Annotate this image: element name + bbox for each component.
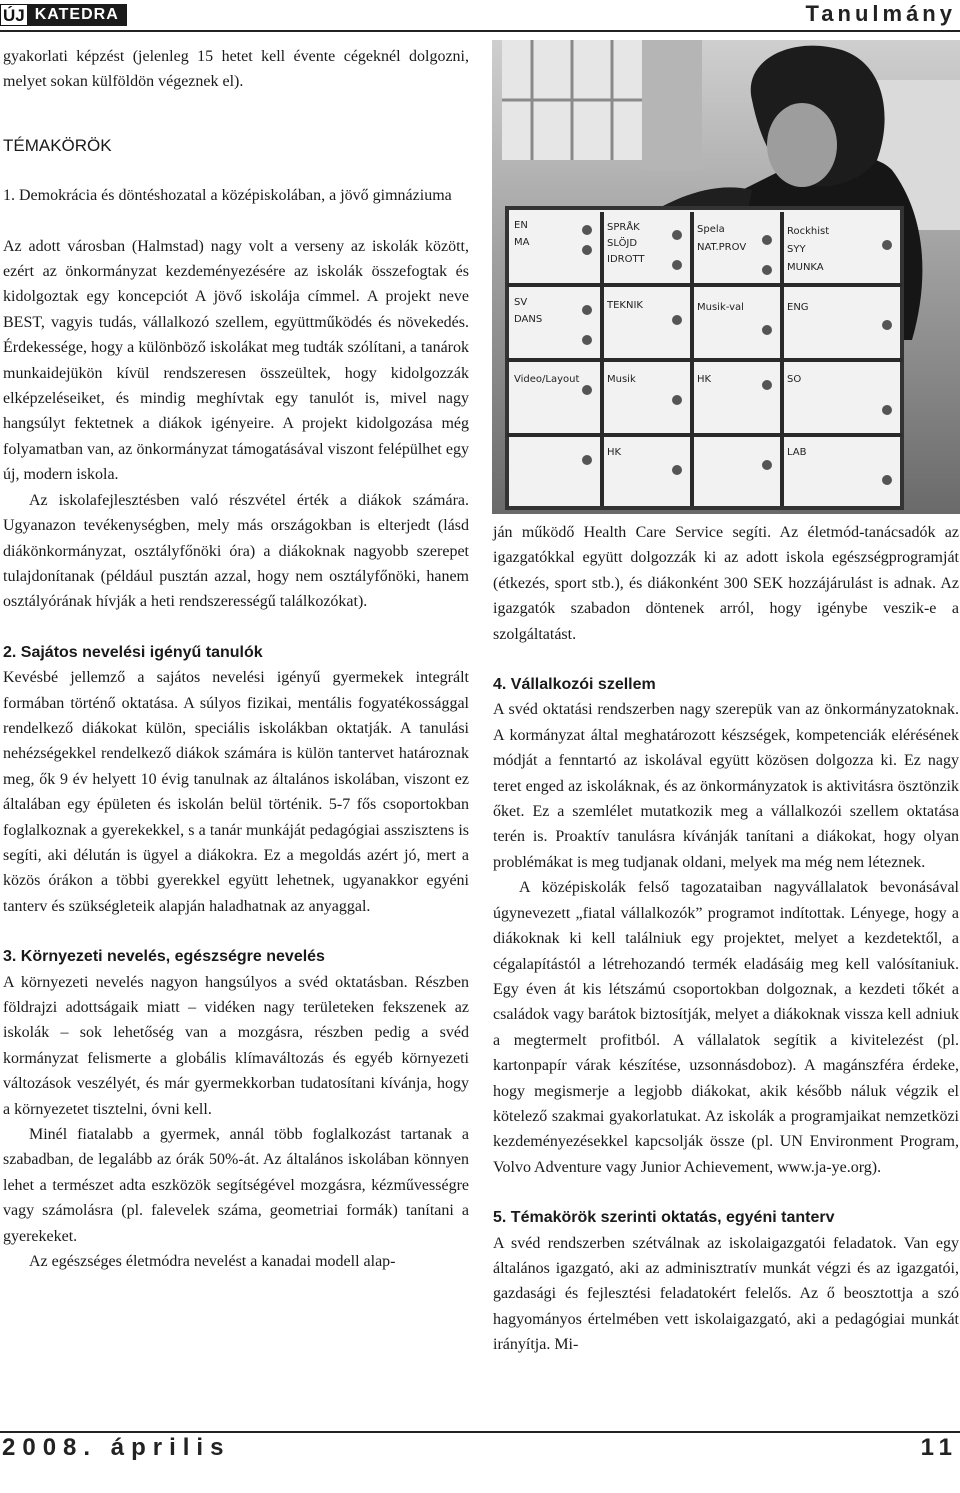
board-word: LAB [787, 447, 807, 458]
right-column [493, 520, 959, 1358]
issue-date: 2008. április [2, 1434, 231, 1461]
board-word: EN [514, 220, 528, 231]
board-word: Rockhist [787, 226, 830, 237]
board-word: Video/Layout [514, 374, 580, 385]
section-3-paragraph-3: Az egészséges életmódra nevelést a kanadai modell alap- [29, 1253, 396, 1271]
board-word: SV [514, 297, 528, 308]
board-word: MA [514, 237, 530, 248]
page-number: 11 [920, 1434, 958, 1461]
board-word: DANS [514, 314, 543, 325]
board-word: TEKNIK [607, 300, 643, 311]
left-column [3, 44, 469, 1274]
section-2-title: 2. Sajátos nevelési igényű tanulók [3, 643, 263, 661]
board-word: SO [787, 374, 802, 385]
board-word: Musik-val [697, 302, 744, 313]
board-word: HK [697, 374, 712, 385]
board-word: ENG [787, 302, 809, 313]
logo-prefix: ÚJ [0, 4, 27, 26]
section-1-paragraph-1: Az adott városban (Halmstad) nagy volt a verseny az iskolák között, ezért az önkormányzat kezdeményezésére az iskolák összefogtak és kidolgoztak egy koncepciót A jövő iskolája címmel. A projekt neve BEST, vagyis tudás, vállalkozó szellem, együttműködés és növekedés. Érdekessége, hogy a különböző iskolákat meg tudták szólítani, a tanárok munkaidejükön kívül rendszeresen összeültek, hogy kidolgozzák elképzeléseiket, és mindig meghívtak egy tanulót is, mivel nagy hangsúlyt fektetnek a diákok igényeire. A projekt kidolgozása még folyamatban van, az önkormányzat támogatásával viszont felépülhet egy új, modern iskola. [3, 237, 469, 484]
section-1-title: 1. Demokrácia és döntéshozatal a középiskolában, a jövő gimnáziuma [3, 187, 452, 205]
board-word: Musik [607, 374, 636, 385]
section-3-paragraph-2: Minél fiatalabb a gyermek, annál több foglalkozást tartanak a szabadban, de legalább az órák 50%-át. Az általános iskolában könnyen lehet a természet adta eszközök segítségével mozgásra, kézművességre vagy számolásra (pl. falevelek száma, geometriai formák) tanítani a gyerekeket. [3, 1126, 469, 1245]
section-4-paragraph-2: A középiskolák felső tagozataiban nagyvállalatok bevonásával úgynevezett „fiatal vállalkozók” programot indítottak. Lényege, hogy a diákoknak ki kell találniuk egy projektet, melyet a kezdetektől, a cégalapítástól a létrehozandó termék eladásáig meg kell valósítaniuk. Egy éven át kis létszámú csoportokban dolgoznak, a kezdeti tőkét a családok vagy barátok biztosítják, melyet a diákoknak vissza kell adniuk a megtermelt profitból. A vállalatok segítik a kivitelezést (pl. kartonpapír várak készítése, uzsonnásdoboz). A magánszféra érdeke, hogy megismerje a legjobb diákokat, akik később náluk végzik el kötelező szakmai gyakorlatukat. Az iskolák a programjaikat nemzetközi kezdeményezésekkel kapcsolják össze (pl. UN Environment Program, Volvo Adventure vagy Junior Achievement, www.ja-ye.org). [493, 879, 959, 1176]
continued-paragraph: ján működő Health Care Service segíti. Az életmód-tanácsadók az igazgatókkal együtt dolgozzák ki az adott iskola egészségprogramját (étkezés, sport stb.), és diákonként 300 SEK hozzájárulást is adnak. Az igazgatók szabadon döntenek arról, hogy igénybe veszik-e a szolgáltatást. [493, 524, 959, 643]
section-1-paragraph-2: Az iskolafejlesztésben való részvétel érték a diákok számára. Ugyanazon tevékenységben, mely más országokban is elterjedt (lásd diákönkormányzat, osztályfőnöki óra) a diákoknak nagyobb szerepet tulajdonítanak (például pusztán azzal, hogy nem osztályfőnöki, hanem osztályórának hívják a heti rendszerességű találkozókat). [3, 491, 469, 611]
board-word: SPRÅK [607, 222, 640, 233]
board-word: SYY [787, 244, 806, 255]
section-5-title: 5. Témakörök szerinti oktatás, egyéni tanterv [493, 1209, 835, 1227]
footer-rule [0, 1431, 960, 1433]
board-word: HK [607, 447, 622, 458]
board-word: Spela [697, 224, 725, 235]
intro-paragraph: gyakorlati képzést (jelenleg 15 hetet kell évente cégeknél dolgozni, melyet sokan külföldön végeznek el). [3, 48, 469, 91]
board-word: IDROTT [607, 254, 645, 265]
section-4-title: 4. Vállalkozói szellem [493, 676, 656, 694]
header-rule [0, 30, 960, 32]
photo-illustration [492, 40, 960, 514]
section-3-title: 3. Környezeti nevelés, egészségre nevelés [3, 948, 325, 966]
section-2-paragraph-1: Kevésbé jellemző a sajátos nevelési igényű gyermekek integrált formában történő oktatása. A súlyos fizikai, mentális fogyatékossággal rendelkező diákokat külön, speciális iskolákban oktatják. A tanulási nehézségekkel rendelkező diákok számára is külön tantervet határoznak meg, ők 9 év helyett 10 évig tanulnak az általános iskolában, viszont ez általában egy épületen és iskolán belül történik. 5-7 fős csoportokban foglalkoznak a gyerekekkel, s a tanár munkáját pedagógiai asszisztens is segíti, aki délután is ügyel a diákokra. Ez a megoldás azért jó, mert a közös órákon a többi gyerekkel együtt lehetnek, ugyanakkor egyéni tanterv és szükségleteik alapján haladhatnak az anyaggal. [3, 669, 469, 915]
photo-teacher-with-board [492, 40, 960, 514]
logo-name: KATEDRA [27, 4, 127, 26]
page-header [0, 0, 960, 30]
magazine-logo [0, 4, 127, 26]
section-4-paragraph-1: A svéd oktatási rendszerben nagy szerepük van az önkormányzatoknak. A kormányzat által meghatározott készségek, kompetenciák elérésének módját a fenntartó az iskolával együtt közösen dolgozza ki. Ez nagy teret enged az iskoláknak, és az önkormányzatok is aktivitásra ösztönzik őket. Ez a szemlélet mutatkozik meg a vállalkozói szellem oktatása terén is. Proaktív tanulásra kívánják tanítani a diákokat, hogy olyan problémákat is meg tudjanak oldani, melyek ma még nem léteznek. [493, 701, 959, 871]
board-word: NAT.PROV [697, 242, 747, 253]
topics-heading: TÉMAKÖRÖK [3, 135, 112, 155]
section-3-paragraph-1: A környezeti nevelés nagyon hangsúlyos a svéd oktatásban. Részben földrajzi adottságaik miatt – vidéken nagy területeken fekszenek az iskolák – sok lehetőség van a mozgásra, részben pedig a svéd kormányzat felismerte a globális klímaváltozás és egyéb környezeti változások veszélyét, és már gyermekkorban tudatosítani kívánja, hogy a környezetet tisztelni, óvni kell. [3, 973, 469, 1118]
board-word: SLÖJD [607, 238, 638, 249]
section-name: Tanulmány [805, 1, 956, 26]
board-word: MUNKA [787, 262, 824, 273]
section-5-paragraph-1: A svéd rendszerben szétválnak az iskolaigazgatói feladatok. Van egy általános igazgató, aki az adminisztratív munkát végzi és az igazgatói, gazdasági és fejlesztési feladatokért felelős. Az ő beosztottja a szó hagyományos értelmében vett iskolaigazgató, aki a pedagógiai munkát irányítja. Mi- [493, 1234, 959, 1354]
